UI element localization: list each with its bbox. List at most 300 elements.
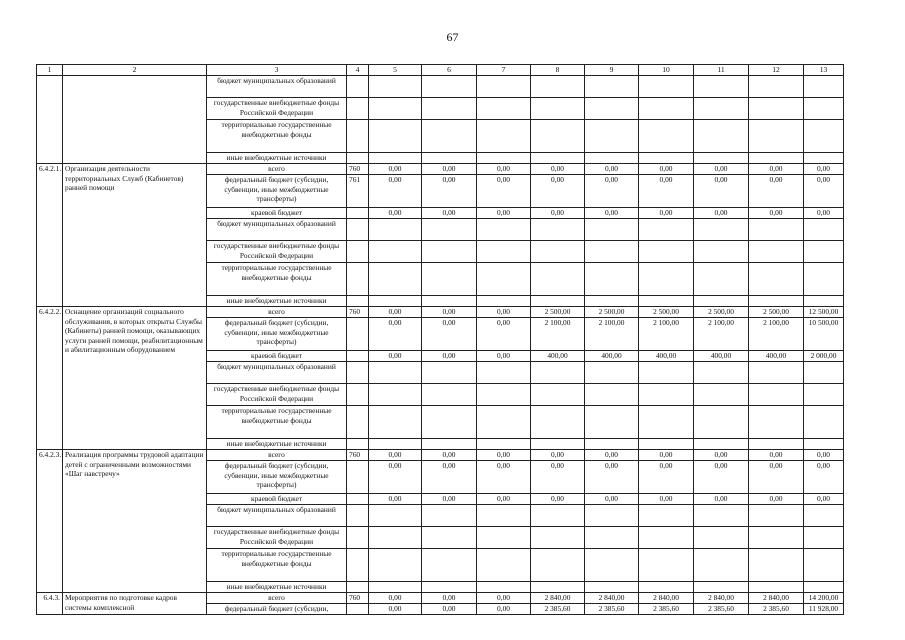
value-cell: 2 100,00 xyxy=(585,318,639,351)
value-cell: 0,00 xyxy=(585,494,639,505)
value-cell: 0,00 xyxy=(804,494,844,505)
value-cell xyxy=(585,527,639,549)
funding-source: всего xyxy=(207,593,347,604)
value-cell xyxy=(531,120,585,153)
value-cell xyxy=(477,384,531,406)
funding-source: иные внебюджетные источники xyxy=(207,582,347,593)
column-header: 5 xyxy=(369,65,422,76)
value-cell: 0,00 xyxy=(531,175,585,208)
value-cell xyxy=(804,582,844,593)
funding-table xyxy=(36,64,844,615)
value-cell xyxy=(749,98,804,120)
value-cell xyxy=(585,296,639,307)
value-cell xyxy=(369,219,422,241)
value-cell: 0,00 xyxy=(694,208,749,219)
value-cell xyxy=(477,505,531,527)
value-cell xyxy=(694,439,749,450)
value-cell xyxy=(639,219,694,241)
value-cell xyxy=(477,362,531,384)
value-cell: 0,00 xyxy=(477,494,531,505)
column-4-value xyxy=(347,461,369,494)
value-cell: 0,00 xyxy=(639,208,694,219)
value-cell xyxy=(639,263,694,296)
value-cell: 0,00 xyxy=(694,164,749,175)
value-cell xyxy=(749,120,804,153)
value-cell xyxy=(369,582,422,593)
value-cell xyxy=(585,263,639,296)
item-name: Реализация программы трудовой адаптации детей с ограниченными возможностями «Шаг навстречу» xyxy=(63,450,207,593)
value-cell xyxy=(347,76,369,98)
item-name: Мероприятия по подготовке кадров системы комплексной xyxy=(63,593,207,615)
value-cell: 0,00 xyxy=(422,604,477,615)
value-cell xyxy=(749,505,804,527)
value-cell xyxy=(694,362,749,384)
value-cell xyxy=(804,219,844,241)
value-cell xyxy=(369,98,422,120)
value-cell xyxy=(804,527,844,549)
value-cell: 0,00 xyxy=(639,494,694,505)
value-cell xyxy=(749,76,804,98)
value-cell xyxy=(369,527,422,549)
value-cell: 0,00 xyxy=(531,208,585,219)
column-4-value: 760 xyxy=(347,593,369,604)
funding-source: государственные внебюджетные фонды Российской Федерации xyxy=(207,384,347,406)
value-cell: 0,00 xyxy=(422,450,477,461)
value-cell xyxy=(694,549,749,582)
column-header: 11 xyxy=(694,65,749,76)
value-cell xyxy=(531,406,585,439)
value-cell xyxy=(477,263,531,296)
item-code: 6.4.2.3. xyxy=(37,450,63,593)
value-cell xyxy=(585,120,639,153)
value-cell xyxy=(422,219,477,241)
value-cell xyxy=(639,362,694,384)
value-cell: 0,00 xyxy=(585,175,639,208)
value-cell xyxy=(369,153,422,164)
value-cell xyxy=(749,439,804,450)
value-cell xyxy=(531,76,585,98)
value-cell: 0,00 xyxy=(422,175,477,208)
value-cell xyxy=(477,582,531,593)
value-cell xyxy=(804,241,844,263)
value-cell xyxy=(694,505,749,527)
column-header: 10 xyxy=(639,65,694,76)
value-cell xyxy=(694,384,749,406)
value-cell: 0,00 xyxy=(585,164,639,175)
column-4-value: 760 xyxy=(347,164,369,175)
value-cell xyxy=(347,98,369,120)
value-cell: 0,00 xyxy=(369,208,422,219)
value-cell xyxy=(639,296,694,307)
value-cell xyxy=(369,263,422,296)
column-4-value xyxy=(347,582,369,593)
value-cell xyxy=(585,76,639,98)
value-cell xyxy=(422,241,477,263)
column-4-value: 761 xyxy=(347,175,369,208)
value-cell xyxy=(422,406,477,439)
column-4-value xyxy=(347,604,369,615)
value-cell xyxy=(804,153,844,164)
funding-source: федеральный бюджет (субсидии, субвенции, иные межбюджетные трансферты) xyxy=(207,175,347,208)
value-cell: 0,00 xyxy=(694,494,749,505)
value-cell: 0,00 xyxy=(422,494,477,505)
funding-source: всего xyxy=(207,164,347,175)
value-cell: 0,00 xyxy=(369,351,422,362)
column-4-value: 760 xyxy=(347,450,369,461)
value-cell: 10 500,00 xyxy=(804,318,844,351)
table-row xyxy=(37,164,844,175)
value-cell: 14 200,00 xyxy=(804,593,844,604)
funding-source: краевой бюджет xyxy=(207,351,347,362)
value-cell: 0,00 xyxy=(749,208,804,219)
funding-source: иные внебюджетные источники xyxy=(207,153,347,164)
value-cell xyxy=(694,219,749,241)
item-name-cell xyxy=(63,76,207,164)
value-cell xyxy=(422,549,477,582)
value-cell xyxy=(694,153,749,164)
value-cell xyxy=(749,582,804,593)
value-cell: 0,00 xyxy=(639,461,694,494)
value-cell xyxy=(531,582,585,593)
value-cell xyxy=(531,98,585,120)
column-4-value xyxy=(347,241,369,263)
value-cell xyxy=(804,98,844,120)
value-cell xyxy=(369,296,422,307)
value-cell: 0,00 xyxy=(804,450,844,461)
value-cell xyxy=(531,219,585,241)
column-header: 8 xyxy=(531,65,585,76)
value-cell xyxy=(694,263,749,296)
column-header: 4 xyxy=(347,65,369,76)
value-cell: 0,00 xyxy=(369,175,422,208)
value-cell: 0,00 xyxy=(804,175,844,208)
value-cell: 400,00 xyxy=(749,351,804,362)
value-cell xyxy=(585,153,639,164)
value-cell xyxy=(639,439,694,450)
value-cell: 0,00 xyxy=(369,461,422,494)
value-cell: 2 500,00 xyxy=(749,307,804,318)
column-header: 2 xyxy=(63,65,207,76)
value-cell xyxy=(369,406,422,439)
value-cell xyxy=(749,241,804,263)
value-cell xyxy=(531,384,585,406)
funding-source: государственные внебюджетные фонды Российской Федерации xyxy=(207,241,347,263)
value-cell xyxy=(477,219,531,241)
value-cell xyxy=(694,120,749,153)
item-name: Организация деятельности территориальных Служб (Кабинетов) ранней помощи xyxy=(63,164,207,307)
value-cell xyxy=(531,263,585,296)
value-cell: 2 500,00 xyxy=(694,307,749,318)
column-4-value xyxy=(347,406,369,439)
value-cell xyxy=(369,120,422,153)
value-cell: 0,00 xyxy=(369,494,422,505)
column-4-value xyxy=(347,494,369,505)
value-cell: 2 100,00 xyxy=(749,318,804,351)
table-row xyxy=(37,450,844,461)
value-cell xyxy=(477,296,531,307)
value-cell: 0,00 xyxy=(369,604,422,615)
funding-source: иные внебюджетные источники xyxy=(207,296,347,307)
value-cell: 0,00 xyxy=(749,494,804,505)
column-4-value xyxy=(347,351,369,362)
value-cell xyxy=(639,120,694,153)
value-cell: 0,00 xyxy=(369,164,422,175)
value-cell: 0,00 xyxy=(477,593,531,604)
value-cell xyxy=(639,549,694,582)
value-cell: 0,00 xyxy=(369,307,422,318)
value-cell xyxy=(804,384,844,406)
value-cell: 0,00 xyxy=(477,351,531,362)
value-cell xyxy=(585,98,639,120)
value-cell: 0,00 xyxy=(585,461,639,494)
value-cell xyxy=(531,241,585,263)
value-cell xyxy=(639,76,694,98)
value-cell: 0,00 xyxy=(639,164,694,175)
value-cell xyxy=(585,406,639,439)
value-cell xyxy=(531,153,585,164)
value-cell: 2 500,00 xyxy=(531,307,585,318)
value-cell xyxy=(804,439,844,450)
value-cell xyxy=(585,384,639,406)
value-cell xyxy=(369,76,422,98)
header-row xyxy=(37,65,844,76)
value-cell: 0,00 xyxy=(477,164,531,175)
value-cell xyxy=(585,549,639,582)
value-cell: 0,00 xyxy=(369,318,422,351)
value-cell xyxy=(585,439,639,450)
value-cell xyxy=(477,120,531,153)
value-cell: 400,00 xyxy=(694,351,749,362)
value-cell xyxy=(639,527,694,549)
value-cell xyxy=(347,153,369,164)
value-cell: 2 385,60 xyxy=(639,604,694,615)
value-cell: 0,00 xyxy=(749,461,804,494)
value-cell xyxy=(804,120,844,153)
value-cell xyxy=(422,582,477,593)
value-cell: 0,00 xyxy=(477,307,531,318)
column-4-value xyxy=(347,263,369,296)
value-cell: 11 928,00 xyxy=(804,604,844,615)
value-cell: 2 840,00 xyxy=(585,593,639,604)
value-cell: 0,00 xyxy=(477,208,531,219)
value-cell: 0,00 xyxy=(531,461,585,494)
value-cell xyxy=(749,384,804,406)
value-cell: 0,00 xyxy=(477,318,531,351)
value-cell xyxy=(804,76,844,98)
value-cell: 0,00 xyxy=(422,593,477,604)
value-cell xyxy=(422,98,477,120)
value-cell xyxy=(804,296,844,307)
funding-source: краевой бюджет xyxy=(207,208,347,219)
funding-source: территориальные государственные внебюджетные фонды xyxy=(207,263,347,296)
column-4-value xyxy=(347,362,369,384)
value-cell xyxy=(749,549,804,582)
value-cell xyxy=(694,527,749,549)
value-cell xyxy=(369,241,422,263)
value-cell xyxy=(804,549,844,582)
value-cell: 2 385,60 xyxy=(585,604,639,615)
value-cell: 12 500,00 xyxy=(804,307,844,318)
value-cell: 0,00 xyxy=(804,461,844,494)
value-cell: 0,00 xyxy=(585,208,639,219)
column-4-value xyxy=(347,296,369,307)
value-cell xyxy=(749,406,804,439)
value-cell xyxy=(422,362,477,384)
value-cell xyxy=(639,505,694,527)
funding-source: федеральный бюджет (субсидии, субвенции, иные межбюджетные трансферты) xyxy=(207,318,347,351)
table-row xyxy=(37,593,844,604)
value-cell: 0,00 xyxy=(369,593,422,604)
value-cell: 2 385,60 xyxy=(749,604,804,615)
funding-source: бюджет муниципальных образований xyxy=(207,219,347,241)
value-cell: 2 100,00 xyxy=(639,318,694,351)
value-cell: 0,00 xyxy=(694,461,749,494)
column-4-value xyxy=(347,208,369,219)
column-header: 7 xyxy=(477,65,531,76)
column-4-value xyxy=(347,439,369,450)
value-cell: 0,00 xyxy=(531,164,585,175)
value-cell: 2 840,00 xyxy=(639,593,694,604)
value-cell: 0,00 xyxy=(369,450,422,461)
value-cell xyxy=(749,527,804,549)
value-cell: 0,00 xyxy=(639,175,694,208)
value-cell xyxy=(639,406,694,439)
table-row xyxy=(37,307,844,318)
value-cell xyxy=(369,362,422,384)
value-cell: 0,00 xyxy=(749,164,804,175)
value-cell: 0,00 xyxy=(477,461,531,494)
value-cell xyxy=(477,549,531,582)
value-cell: 0,00 xyxy=(422,208,477,219)
item-name: Оснащение организаций социального обслуживания, в которых открыты Службы (Кабинеты) ранней помощи, оказывающих услуги ранней помощи, реабилитационным и абилитационным оборудованием xyxy=(63,307,207,450)
column-header: 1 xyxy=(37,65,63,76)
value-cell: 2 385,60 xyxy=(531,604,585,615)
funding-source: краевой бюджет xyxy=(207,494,347,505)
column-4-value xyxy=(347,549,369,582)
value-cell: 0,00 xyxy=(531,494,585,505)
value-cell: 400,00 xyxy=(639,351,694,362)
value-cell xyxy=(477,241,531,263)
value-cell xyxy=(804,362,844,384)
value-cell: 2 500,00 xyxy=(585,307,639,318)
value-cell xyxy=(749,219,804,241)
value-cell: 0,00 xyxy=(585,450,639,461)
column-header: 3 xyxy=(207,65,347,76)
funding-source: государственные внебюджетные фонды Российской Федерации xyxy=(207,98,347,120)
funding-source: территориальные государственные внебюджетные фонды xyxy=(207,120,347,153)
value-cell xyxy=(347,120,369,153)
column-4-value xyxy=(347,318,369,351)
funding-source: иные внебюджетные источники xyxy=(207,439,347,450)
column-4-value xyxy=(347,527,369,549)
value-cell xyxy=(422,296,477,307)
value-cell xyxy=(804,406,844,439)
value-cell: 0,00 xyxy=(749,450,804,461)
value-cell: 2 100,00 xyxy=(694,318,749,351)
value-cell xyxy=(369,384,422,406)
value-cell: 0,00 xyxy=(422,318,477,351)
value-cell xyxy=(531,439,585,450)
funding-source: бюджет муниципальных образований xyxy=(207,76,347,98)
funding-source: территориальные государственные внебюджетные фонды xyxy=(207,549,347,582)
value-cell xyxy=(694,296,749,307)
value-cell xyxy=(585,362,639,384)
value-cell xyxy=(369,549,422,582)
column-header: 12 xyxy=(749,65,804,76)
value-cell xyxy=(422,384,477,406)
value-cell: 0,00 xyxy=(639,450,694,461)
funding-source: всего xyxy=(207,307,347,318)
value-cell: 2 385,60 xyxy=(694,604,749,615)
value-cell xyxy=(804,505,844,527)
value-cell xyxy=(639,98,694,120)
value-cell xyxy=(749,362,804,384)
funding-source: бюджет муниципальных образований xyxy=(207,505,347,527)
value-cell: 2 000,00 xyxy=(804,351,844,362)
value-cell xyxy=(531,527,585,549)
funding-source: всего xyxy=(207,450,347,461)
value-cell: 0,00 xyxy=(422,461,477,494)
value-cell xyxy=(749,296,804,307)
value-cell xyxy=(639,241,694,263)
value-cell xyxy=(422,120,477,153)
value-cell: 2 840,00 xyxy=(749,593,804,604)
value-cell xyxy=(422,263,477,296)
value-cell: 0,00 xyxy=(531,450,585,461)
value-cell: 0,00 xyxy=(694,450,749,461)
value-cell: 0,00 xyxy=(422,351,477,362)
funding-source: федеральный бюджет (субсидии, xyxy=(207,604,347,615)
value-cell xyxy=(422,505,477,527)
column-header: 13 xyxy=(804,65,844,76)
value-cell xyxy=(639,384,694,406)
column-4-value: 760 xyxy=(347,307,369,318)
value-cell: 400,00 xyxy=(585,351,639,362)
page-number: 67 xyxy=(446,30,459,44)
column-header: 9 xyxy=(585,65,639,76)
value-cell: 400,00 xyxy=(531,351,585,362)
value-cell xyxy=(531,549,585,582)
funding-source: бюджет муниципальных образований xyxy=(207,362,347,384)
value-cell: 0,00 xyxy=(694,175,749,208)
table-row xyxy=(37,76,844,98)
value-cell xyxy=(531,362,585,384)
value-cell xyxy=(477,439,531,450)
column-4-value xyxy=(347,384,369,406)
item-code: 6.4.2.2. xyxy=(37,307,63,450)
value-cell xyxy=(477,406,531,439)
value-cell: 0,00 xyxy=(804,208,844,219)
value-cell: 0,00 xyxy=(804,164,844,175)
value-cell xyxy=(422,527,477,549)
value-cell xyxy=(694,582,749,593)
column-header: 6 xyxy=(422,65,477,76)
value-cell xyxy=(694,98,749,120)
value-cell xyxy=(477,76,531,98)
value-cell xyxy=(422,153,477,164)
value-cell xyxy=(477,98,531,120)
value-cell: 0,00 xyxy=(422,164,477,175)
value-cell xyxy=(477,153,531,164)
value-cell xyxy=(477,527,531,549)
value-cell: 0,00 xyxy=(477,450,531,461)
value-cell xyxy=(694,406,749,439)
item-code: 6.4.2.1. xyxy=(37,164,63,307)
value-cell xyxy=(694,76,749,98)
value-cell xyxy=(585,505,639,527)
value-cell xyxy=(422,439,477,450)
value-cell xyxy=(369,505,422,527)
